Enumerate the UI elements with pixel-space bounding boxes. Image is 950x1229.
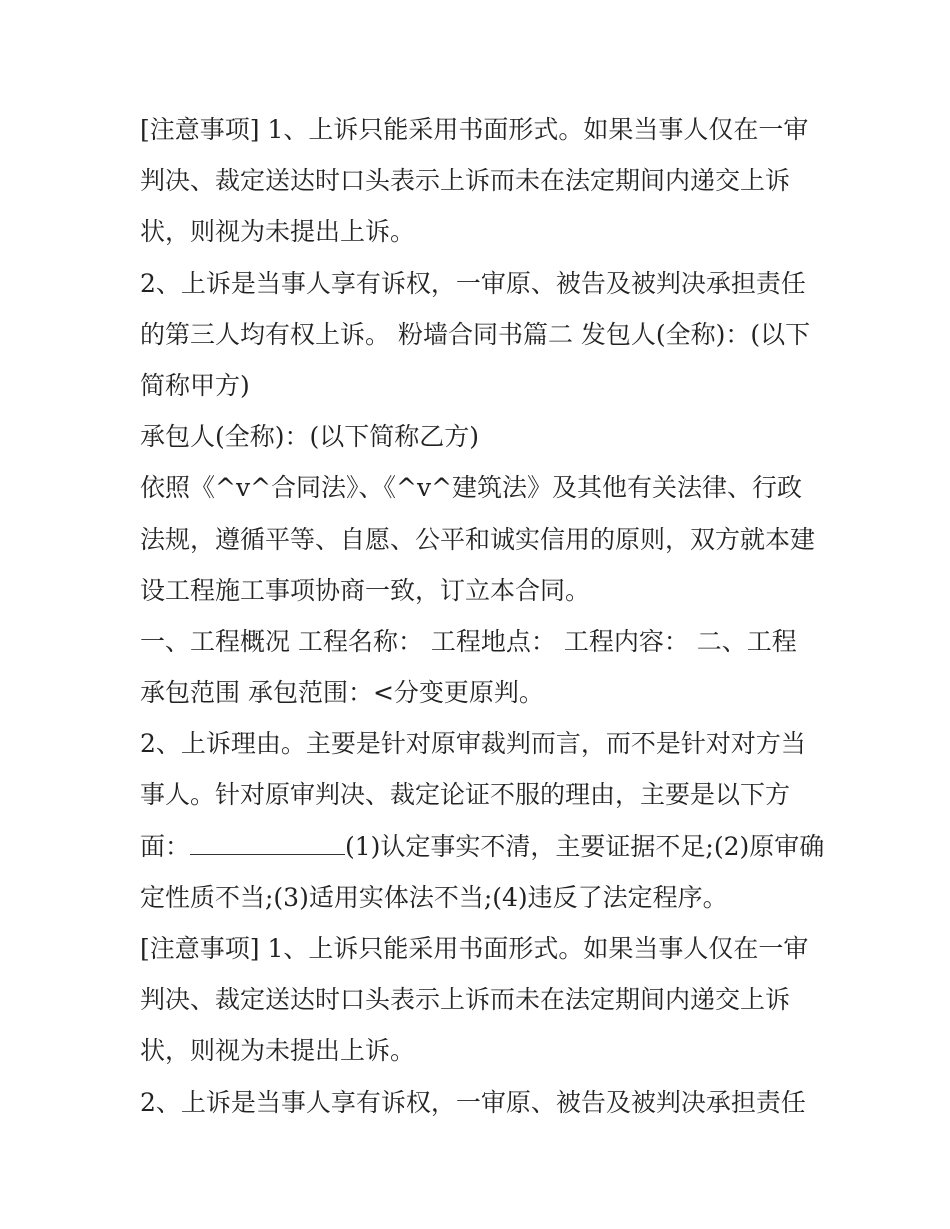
text-line-with-blank xyxy=(140,821,825,872)
text-line: 判决、裁定送达时口头表示上诉而未在法定期间内递交上诉 xyxy=(140,166,791,196)
text-line: 状，则视为未提出上诉。 xyxy=(140,217,416,247)
text-line: 承包人(全称)：(以下简称乙方) xyxy=(140,422,480,452)
fill-in-blank xyxy=(190,828,345,855)
text-line: 事人。针对原审判决、裁定论证不服的理由，主要是以下方 xyxy=(140,780,791,810)
text-line: [注意事项] 1、上诉只能采用书面形式。如果当事人仅在一审 xyxy=(140,934,809,963)
text-line: 一、工程概况 工程名称： 工程地点： 工程内容： 二、工程 xyxy=(140,626,797,656)
text-line: 设工程施工事项协商一致，订立本合同。 xyxy=(140,575,591,605)
blank-suffix: (1)认定事实不清，主要证据不足;(2)原审确 xyxy=(345,831,825,861)
document-body xyxy=(140,104,825,1128)
text-line: 依照《^v^合同法》、《^v^建筑法》及其他有关法律、行政 xyxy=(140,473,803,503)
text-line: 简称甲方) xyxy=(140,370,250,400)
text-line: [注意事项] 1、上诉只能采用书面形式。如果当事人仅在一审 xyxy=(140,115,809,144)
text-line: 的第三人均有权上诉。 粉墙合同书篇二 发包人(全称)：(以下 xyxy=(140,319,811,349)
blank-prefix: 面： xyxy=(140,831,191,861)
text-line: 2、上诉是当事人享有诉权，一审原、被告及被判决承担责任 xyxy=(140,1087,806,1117)
text-line: 状，则视为未提出上诉。 xyxy=(140,1036,416,1066)
text-line: 2、上诉理由。主要是针对原审裁判而言，而不是针对对方当 xyxy=(140,729,806,759)
text-line: 定性质不当;(3)适用实体法不当;(4)违反了法定程序。 xyxy=(140,882,728,912)
text-line: 判决、裁定送达时口头表示上诉而未在法定期间内递交上诉 xyxy=(140,985,791,1015)
text-line: 2、上诉是当事人享有诉权，一审原、被告及被判决承担责任 xyxy=(140,268,806,298)
text-line: 承包范围 承包范围：<分变更原判。 xyxy=(140,678,544,708)
text-line: 法规，遵循平等、自愿、公平和诚实信用的原则，双方就本建 xyxy=(140,524,816,554)
